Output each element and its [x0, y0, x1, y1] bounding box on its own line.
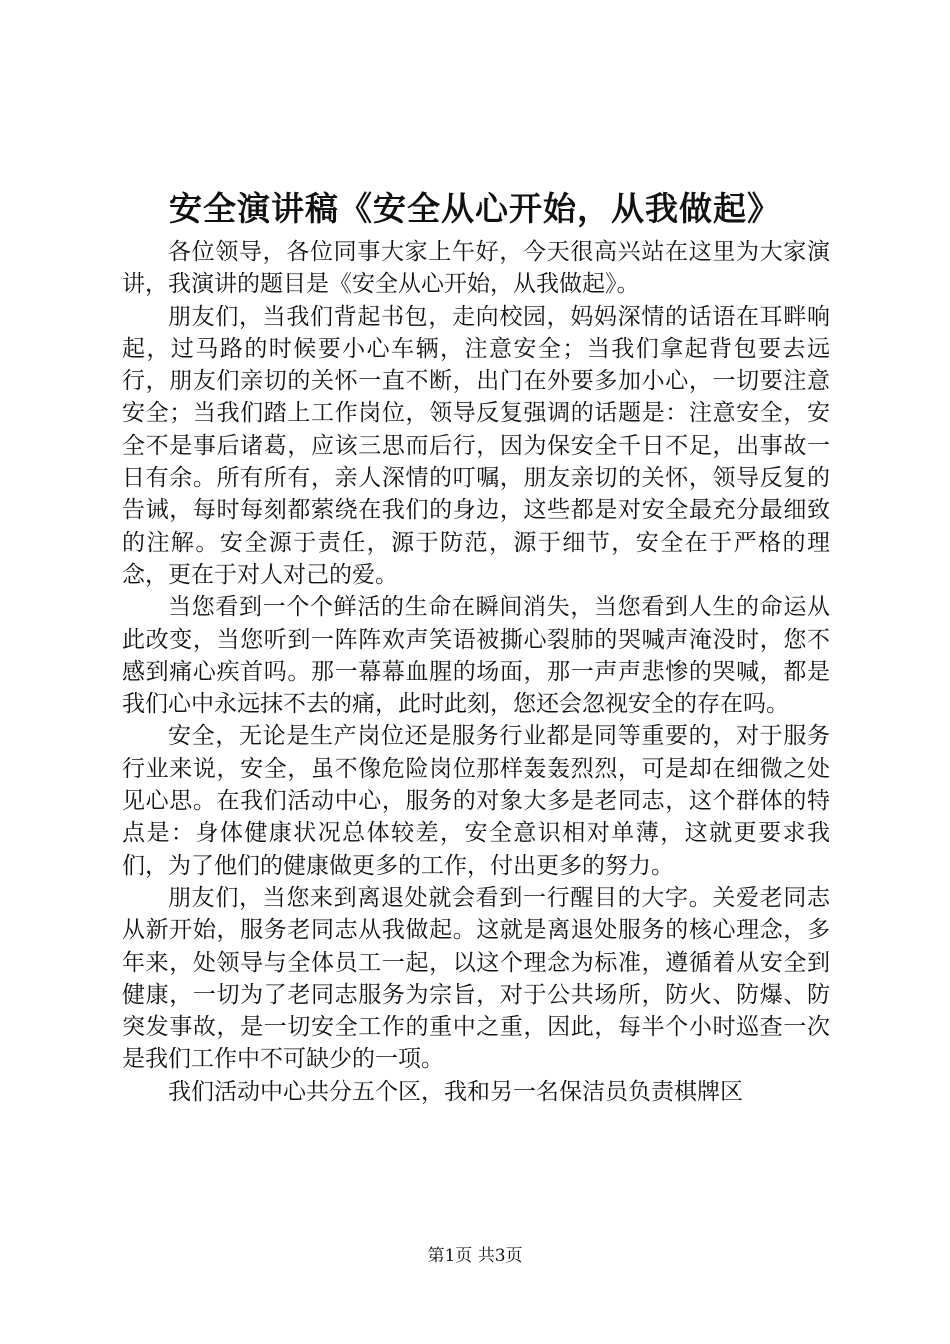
- document-title: 安全演讲稿《安全从心开始，从我做起》: [169, 189, 781, 228]
- paragraph: 当您看到一个个鲜活的生命在瞬间消失，当您看到人生的命运从此改变，当您听到一阵阵欢声笑语被撕心裂肺的哭喊声淹没时，您不感到痛心疾首吗。那一幕幕血腥的场面，那一声声悲惨的哭喊，都是我们心中永远抹不去的痛，此时此刻，您还会忽视安全的存在吗。: [122, 594, 830, 718]
- paragraph: 朋友们，当我们背起书包，走向校园，妈妈深情的话语在耳畔响起，过马路的时候要小心车辆，注意安全；当我们拿起背包要去远行，朋友们亲切的关怀一直不断，出门在外要多加小心，一切要注意安全；当我们踏上工作岗位，领导反复强调的话题是：注意安全，安全不是事后诸葛，应该三思而后行，因为保安全千日不足，出事故一日有余。所有所有，亲人深情的叮嘱，朋友亲切的关怀，领导反复的告诫，每时每刻都萦绕在我们的身边，这些都是对安全最充分最细致的注解。安全源于责任，源于防范，源于细节，安全在于严格的理念，更在于对人对己的爱。: [122, 303, 830, 588]
- page-number-footer: 第1页 共3页: [427, 1246, 523, 1266]
- document-body: [122, 236, 830, 1108]
- paragraph: 各位领导，各位同事大家上午好，今天很高兴站在这里为大家演讲，我演讲的题目是《安全从心开始，从我做起》。: [122, 239, 830, 298]
- paragraph: 安全，无论是生产岗位还是服务行业都是同等重要的，对于服务行业来说，安全，虽不像危险岗位那样轰轰烈烈，可是却在细微之处见心思。在我们活动中心，服务的对象大多是老同志，这个群体的特点是：身体健康状况总体较差，安全意识相对单薄，这就更要求我们，为了他们的健康做更多的工作，付出更多的努力。: [122, 723, 830, 879]
- paragraph: 朋友们，当您来到离退处就会看到一行醒目的大字。关爱老同志从新开始，服务老同志从我做起。这就是离退处服务的核心理念，多年来，处领导与全体员工一起，以这个理念为标准，遵循着从安全到健康，一切为了老同志服务为宗旨，对于公共场所，防火、防爆、防突发事故，是一切安全工作的重中之重，因此，每半个小时巡查一次是我们工作中不可缺少的一项。: [122, 884, 830, 1073]
- paragraph: 我们活动中心共分五个区，我和另一名保洁员负责棋牌区: [168, 1078, 743, 1105]
